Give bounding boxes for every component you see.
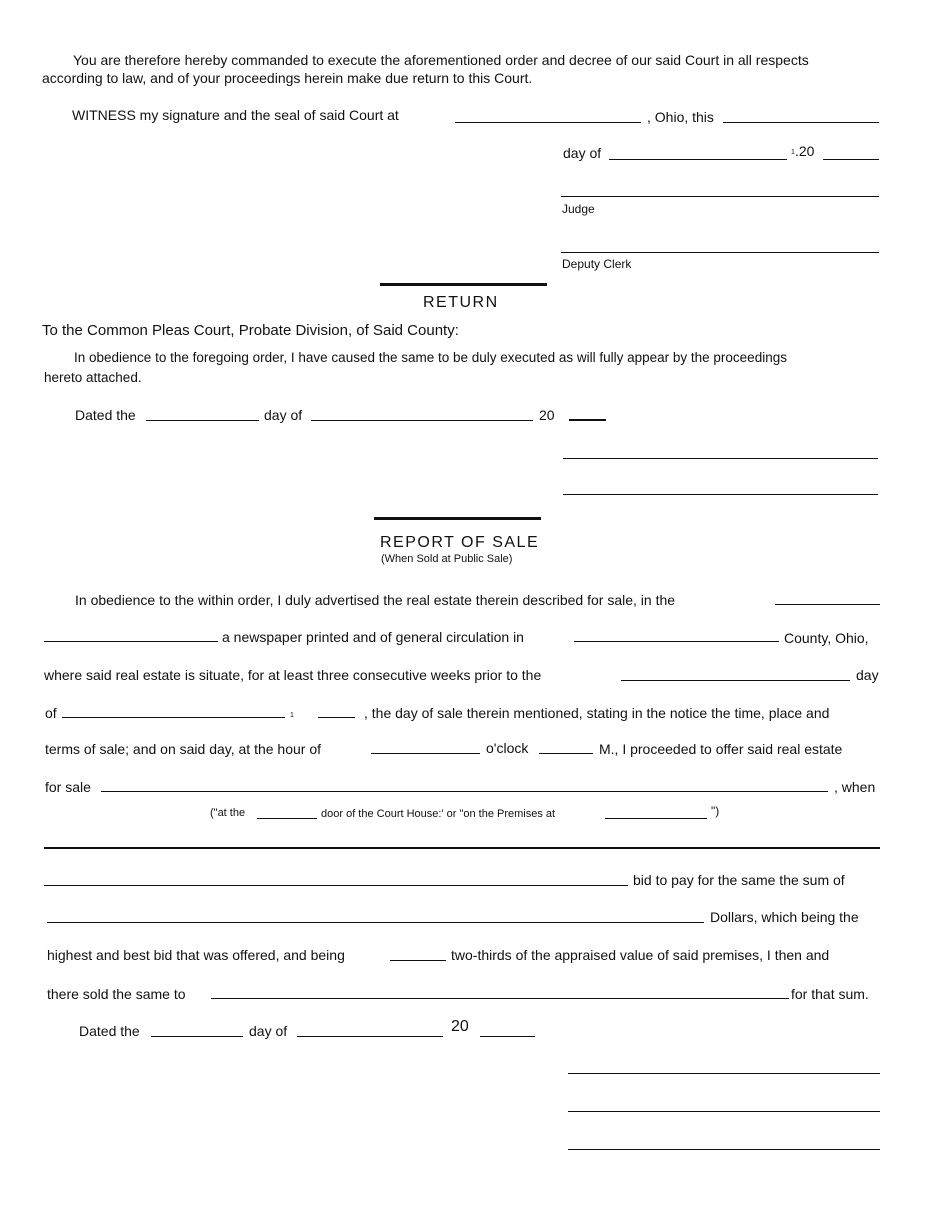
- report-signature-line-3[interactable]: [568, 1149, 880, 1150]
- witness-year-blank[interactable]: [823, 159, 879, 160]
- newspaper-name-blank-a[interactable]: [775, 604, 880, 605]
- return-addressee: To the Common Pleas Court, Probate Division, of Said County:: [42, 322, 459, 339]
- report-line5-text: terms of sale; and on said day, at the hour of: [45, 741, 322, 757]
- report-line4-text: , the day of sale therein mentioned, stating in the notice the time, place and: [364, 705, 830, 721]
- return-body-line2: hereto attached.: [44, 370, 142, 385]
- return-day-blank[interactable]: [146, 420, 259, 421]
- note-at-the: ("at the: [210, 807, 246, 819]
- bidder-blank[interactable]: [44, 885, 628, 886]
- return-year-label: 20: [539, 407, 555, 423]
- return-body-line1: In obedience to the foregoing order, I have caused the same to be duly executed as will fully appear by the proceedings: [74, 350, 787, 365]
- two-thirds-blank[interactable]: [390, 960, 446, 961]
- for-that-sum-text: for that sum.: [791, 986, 869, 1002]
- am-pm-blank[interactable]: [539, 753, 593, 754]
- note-courthouse-text: door of the Court House:' or "on the Premises at: [321, 808, 556, 820]
- when-text: , when: [834, 779, 876, 795]
- court-location-blank[interactable]: [455, 122, 641, 123]
- report-day-of-label: day of: [249, 1023, 288, 1039]
- report-line3-text: where said real estate is situate, for at least three consecutive weeks prior to the: [44, 667, 542, 683]
- sale-hour-blank[interactable]: [371, 753, 480, 754]
- of-text: of: [45, 705, 57, 721]
- oclock-text: o'clock: [486, 740, 529, 756]
- command-text-line2: according to law, and of your proceedings herein make due return to this Court.: [42, 70, 533, 86]
- deputy-clerk-signature-line[interactable]: [561, 252, 879, 253]
- report-line9-text: highest and best bid that was offered, and being: [47, 947, 345, 963]
- premises-blank[interactable]: [605, 818, 707, 819]
- day-text: day: [856, 667, 879, 683]
- newspaper-name-blank-b[interactable]: [44, 641, 218, 642]
- county-ohio-text: County, Ohio,: [784, 630, 869, 646]
- report-line5-end-text: M., I proceeded to offer said real estate: [599, 741, 843, 757]
- return-title: RETURN: [423, 294, 499, 311]
- report-signature-line-2[interactable]: [568, 1111, 880, 1112]
- sale-day-blank[interactable]: [621, 680, 850, 681]
- buyer-name-blank[interactable]: [211, 998, 789, 999]
- judge-label: Judge: [562, 202, 595, 216]
- sold-to-text: there sold the same to: [47, 986, 186, 1002]
- dollar-amount-blank[interactable]: [47, 922, 704, 923]
- day-of-label: day of: [563, 145, 602, 161]
- note-close: "): [711, 804, 720, 818]
- report-title-rule: [374, 517, 541, 520]
- for-sale-text: for sale: [45, 779, 91, 795]
- bidder-name-line[interactable]: [44, 847, 880, 849]
- bid-sum-text: bid to pay for the same the sum of: [633, 872, 845, 888]
- dollars-text: Dollars, which being the: [710, 909, 859, 925]
- judge-signature-line[interactable]: [561, 196, 879, 197]
- report-line1-text: In obedience to the within order, I duly advertised the real estate therein described for sale, in the: [75, 592, 676, 608]
- report-subtitle: (When Sold at Public Sale): [381, 553, 513, 565]
- witness-month-blank[interactable]: [609, 159, 787, 160]
- courthouse-door-blank[interactable]: [257, 818, 317, 819]
- return-title-rule: [380, 283, 547, 286]
- report-year-blank[interactable]: [480, 1036, 535, 1037]
- sale-year-blank[interactable]: [318, 717, 355, 718]
- witness-date-blank[interactable]: [723, 122, 879, 123]
- county-name-blank[interactable]: [574, 641, 779, 642]
- sale-month-blank[interactable]: [62, 717, 285, 718]
- return-month-blank[interactable]: [311, 420, 533, 421]
- report-line9-end-text: two-thirds of the appraised value of said premises, I then and: [451, 947, 830, 963]
- report-year-label: 20: [451, 1018, 469, 1035]
- return-signature-line-2[interactable]: [563, 494, 878, 495]
- return-day-of-label: day of: [264, 407, 303, 423]
- report-month-blank[interactable]: [297, 1036, 443, 1037]
- year-prefix: .20: [795, 143, 815, 159]
- report-signature-line-1[interactable]: [568, 1073, 880, 1074]
- return-dated-label: Dated the: [75, 407, 136, 423]
- report-title: REPORT OF SALE: [380, 534, 540, 551]
- report-day-blank[interactable]: [151, 1036, 243, 1037]
- return-signature-line-1[interactable]: [563, 458, 878, 459]
- deputy-clerk-label: Deputy Clerk: [562, 257, 632, 271]
- footnote-mark: 1: [791, 149, 795, 156]
- return-year-blank[interactable]: [569, 419, 606, 421]
- report-line2-text: a newspaper printed and of general circulation in: [222, 629, 524, 645]
- ohio-this-text: , Ohio, this: [647, 109, 714, 125]
- command-text-line1: You are therefore hereby commanded to execute the aforementioned order and decree of our said Court in all respects: [73, 52, 809, 68]
- report-dated-label: Dated the: [79, 1023, 140, 1039]
- line4-footnote-mark: 1: [290, 712, 294, 719]
- sale-location-blank[interactable]: [101, 791, 828, 792]
- witness-text: WITNESS my signature and the seal of said Court at: [72, 107, 399, 123]
